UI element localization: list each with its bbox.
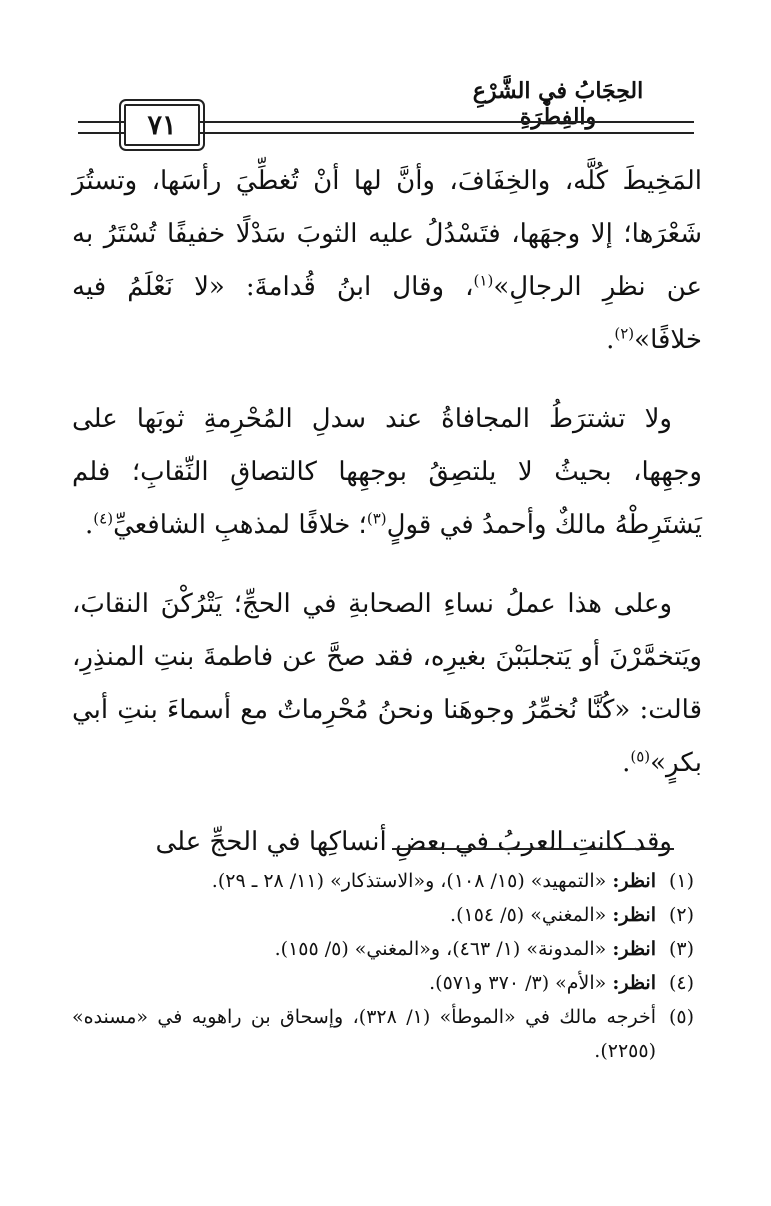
paragraph-4: [72, 816, 702, 869]
paragraph-end: .: [85, 510, 94, 540]
footnote-number: (٥): [668, 1006, 694, 1028]
paragraph-1: [72, 155, 702, 367]
running-title: الحِجَابُ في الشَّرْعِ والفِطْرَةِ: [472, 78, 644, 130]
page-header: [0, 0, 771, 140]
footnote-lead: انظر:: [612, 938, 656, 960]
footnote-1: [72, 864, 694, 898]
footnote-text: «المدونة» (١/ ٤٦٣)، و«المغني» (٥/ ١٥٥).: [274, 938, 607, 960]
footnote-number: (٤): [668, 972, 694, 994]
footnote-4: [72, 966, 694, 1000]
footnote-ref-4: (٤): [93, 509, 114, 528]
paragraph-text: وقد كانتِ العربُ في بعضِ أنساكِها في الحجِّ على: [155, 827, 672, 857]
footnote-number: (١): [668, 870, 694, 892]
footnote-text: أخرجه مالك في «الموطأ» (١/ ٣٢٨)، وإسحاق بن راهويه في «مسنده» (٢٢٥٥).: [72, 1006, 656, 1062]
footnote-number: (٢): [668, 904, 694, 926]
paragraph-3: [72, 578, 702, 790]
paragraph-text: ولا تشترَطُ المجافاةُ عند سدلِ المُحْرِمةِ ثوبَها على وجهِها، بحيثُ لا يلتصِقُ بوجهِها كالتصاقِ النِّقابِ؛ فلم يَشتَرِطْهُ مالكٌ وأحمدُ في قولٍ: [72, 404, 702, 540]
footnote-lead: انظر:: [612, 870, 656, 892]
footnote-3: [72, 932, 694, 966]
footnote-lead: انظر:: [612, 972, 656, 994]
footnote-text: «التمهيد» (١٥/ ١٠٨)، و«الاستذكار» (١١/ ٢٨ ـ ٢٩).: [211, 870, 607, 892]
header-rule-left: [78, 121, 126, 134]
footnote-ref-5: (٥): [630, 747, 651, 766]
paragraph-text: ، وقال ابنُ قُدامةَ: «لا نَعْلَمُ فيه خلافًا»: [72, 272, 702, 355]
header-rule-right: [196, 121, 694, 134]
footnote-ref-2: (٢): [614, 324, 635, 343]
footnote-text: «المغني» (٥/ ١٥٤).: [450, 904, 607, 926]
paragraph-text: المَخِيطَ كُلَّه، والخِفَافَ، وأنَّ لها أنْ تُغطِّيَ رأسَها، وتستُرَ شَعْرَها؛ إلا وجهَها، فتَسْدُلُ عليه الثوبَ سَدْلًا خفيفًا تُسْتَرُ به عن نظرِ الرجالِ»: [72, 166, 703, 302]
footnotes: [72, 864, 694, 1068]
footnote-lead: انظر:: [612, 904, 656, 926]
footnote-number: (٣): [668, 938, 694, 960]
footnote-separator: [392, 848, 674, 850]
paragraph-text: وعلى هذا عملُ نساءِ الصحابةِ في الحجِّ؛ يَتْرُكْنَ النقابَ، ويَتخمَّرْنَ أو يَتجلبَبْنَ بغيرِه، فقد صحَّ عن فاطمةَ بنتِ المنذِرِ، قالت: «كُنَّا نُخمِّرُ وجوهَنا ونحنُ مُحْرِماتٌ مع أسماءَ بنتِ أبي بكرٍ»: [72, 589, 703, 778]
footnote-5: [72, 1000, 694, 1068]
paragraph-2: [72, 393, 702, 552]
page-number: ٧١: [124, 104, 200, 146]
footnote-text: «الأم» (٣/ ٣٧٠ و٥٧١).: [429, 972, 607, 994]
footnote-ref-1: (١): [473, 271, 494, 290]
main-text: [72, 155, 702, 869]
footnote-ref-3: (٣): [366, 509, 387, 528]
paragraph-end: .: [622, 748, 631, 778]
paragraph-end: .: [606, 325, 615, 355]
paragraph-text: ؛ خلافًا لمذهبِ الشافعيِّ: [113, 510, 367, 540]
footnote-2: [72, 898, 694, 932]
